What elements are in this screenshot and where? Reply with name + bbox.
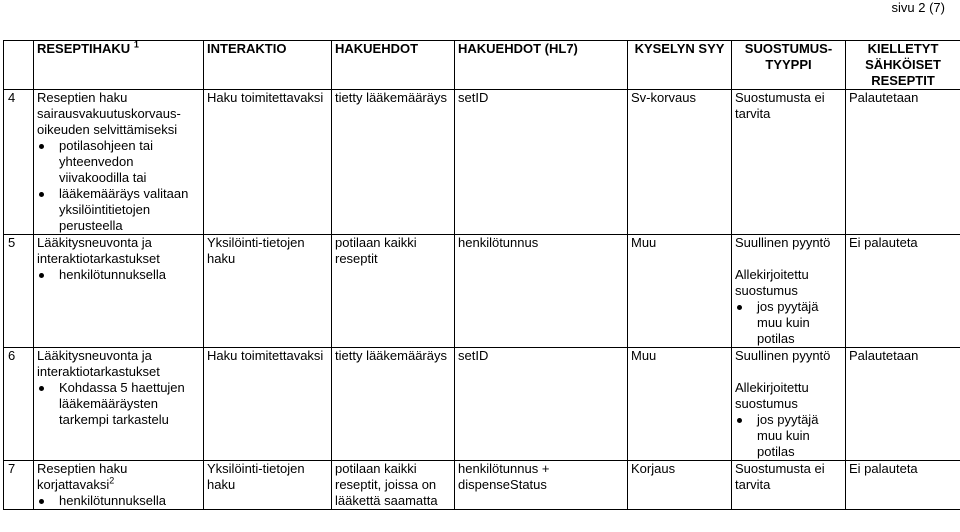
header-kielletyt: KIELLETYT SÄHKÖISET RESEPTIT <box>846 41 960 90</box>
bullet-list <box>37 493 200 509</box>
table-row <box>4 461 960 510</box>
reseptihaku-cell <box>34 348 204 461</box>
hl7-cell: henkilötunnus <box>455 235 628 348</box>
prescription-query-table <box>3 40 960 510</box>
interaktio-cell: Haku toimitettavaksi <box>204 90 332 235</box>
header-interaktio: INTERAKTIO <box>204 41 332 90</box>
kyselyn-syy-cell: Muu <box>628 235 732 348</box>
row-title: Reseptien haku korjattavaksi$^2$ <box>37 461 128 492</box>
header-row <box>4 41 960 90</box>
kielletyt-cell: Palautetaan <box>846 90 960 235</box>
kyselyn-syy-cell: Korjaus <box>628 461 732 510</box>
bullet-list <box>37 380 200 428</box>
footnote-marker: 2 <box>109 475 115 486</box>
page-number: sivu 2 (7) <box>891 0 945 15</box>
reseptihaku-cell <box>34 90 204 235</box>
kielletyt-cell: Ei palauteta <box>846 461 960 510</box>
bullet-list <box>735 412 842 460</box>
suostumus-cell <box>732 235 846 348</box>
header-reseptihaku: RESEPTIHAKU $^1$ <box>34 41 204 90</box>
header-kyselyn-syy: KYSELYN SYY <box>628 41 732 90</box>
list-item: potilasohjeen tai yhteenvedon viivakoodilla tai <box>37 138 200 186</box>
kyselyn-syy-cell: Muu <box>628 348 732 461</box>
table-row <box>4 348 960 461</box>
suostumus-extra: Allekirjoitettu suostumus <box>735 267 809 298</box>
row-title: Lääkitysneuvonta ja interaktiotarkastukset <box>37 348 160 379</box>
list-item: Kohdassa 5 haettujen lääkemääräysten tarkempi tarkastelu <box>37 380 200 428</box>
list-item: lääkemääräys valitaan yksilöintitietojen perusteella <box>37 186 200 234</box>
hakuehdot-cell: potilaan kaikki reseptit, joissa on lääkettä saamatta <box>332 461 455 510</box>
reseptihaku-cell <box>34 235 204 348</box>
kielletyt-cell: Palautetaan <box>846 348 960 461</box>
hakuehdot-cell: tietty lääkemääräys <box>332 90 455 235</box>
suostumus-primary: Suullinen pyyntö <box>735 235 831 250</box>
header-hakuehdot: HAKUEHDOT <box>332 41 455 90</box>
reseptihaku-cell <box>34 461 204 510</box>
list-item: jos pyytäjä muu kuin potilas <box>735 412 842 460</box>
table-row <box>4 90 960 235</box>
row-title: Reseptien haku sairausvakuutuskorvaus-oikeuden selvittämiseksi <box>37 90 181 137</box>
hakuehdot-cell: tietty lääkemääräys <box>332 348 455 461</box>
hl7-cell: setID <box>455 90 628 235</box>
row-number: 7 <box>4 461 34 510</box>
header-num <box>4 41 34 90</box>
bullet-list <box>735 299 842 347</box>
header-hakuehdot-hl7: HAKUEHDOT (HL7) <box>455 41 628 90</box>
hl7-cell: setID <box>455 348 628 461</box>
row-number: 6 <box>4 348 34 461</box>
row-title: Lääkitysneuvonta ja interaktiotarkastukset <box>37 235 160 266</box>
interaktio-cell: Haku toimitettavaksi <box>204 348 332 461</box>
suostumus-cell: Suostumusta ei tarvita <box>732 461 846 510</box>
row-number: 5 <box>4 235 34 348</box>
table-row <box>4 235 960 348</box>
bullet-list <box>37 267 200 283</box>
kyselyn-syy-cell: Sv-korvaus <box>628 90 732 235</box>
row-number: 4 <box>4 90 34 235</box>
hakuehdot-cell: potilaan kaikki reseptit <box>332 235 455 348</box>
list-item: jos pyytäjä muu kuin potilas <box>735 299 842 347</box>
list-item: henkilötunnuksella <box>37 267 200 283</box>
interaktio-cell: Yksilöinti-tietojen haku <box>204 461 332 510</box>
header-suostumustyyppi: SUOSTUMUS-TYYPPI <box>732 41 846 90</box>
hl7-cell: henkilötunnus + dispenseStatus <box>455 461 628 510</box>
suostumus-cell <box>732 348 846 461</box>
suostumus-primary: Suullinen pyyntö <box>735 348 831 363</box>
interaktio-cell: Yksilöinti-tietojen haku <box>204 235 332 348</box>
suostumus-extra: Allekirjoitettu suostumus <box>735 380 809 411</box>
list-item: henkilötunnuksella <box>37 493 200 509</box>
suostumus-cell: Suostumusta ei tarvita <box>732 90 846 235</box>
kielletyt-cell: Ei palauteta <box>846 235 960 348</box>
bullet-list <box>37 138 200 234</box>
